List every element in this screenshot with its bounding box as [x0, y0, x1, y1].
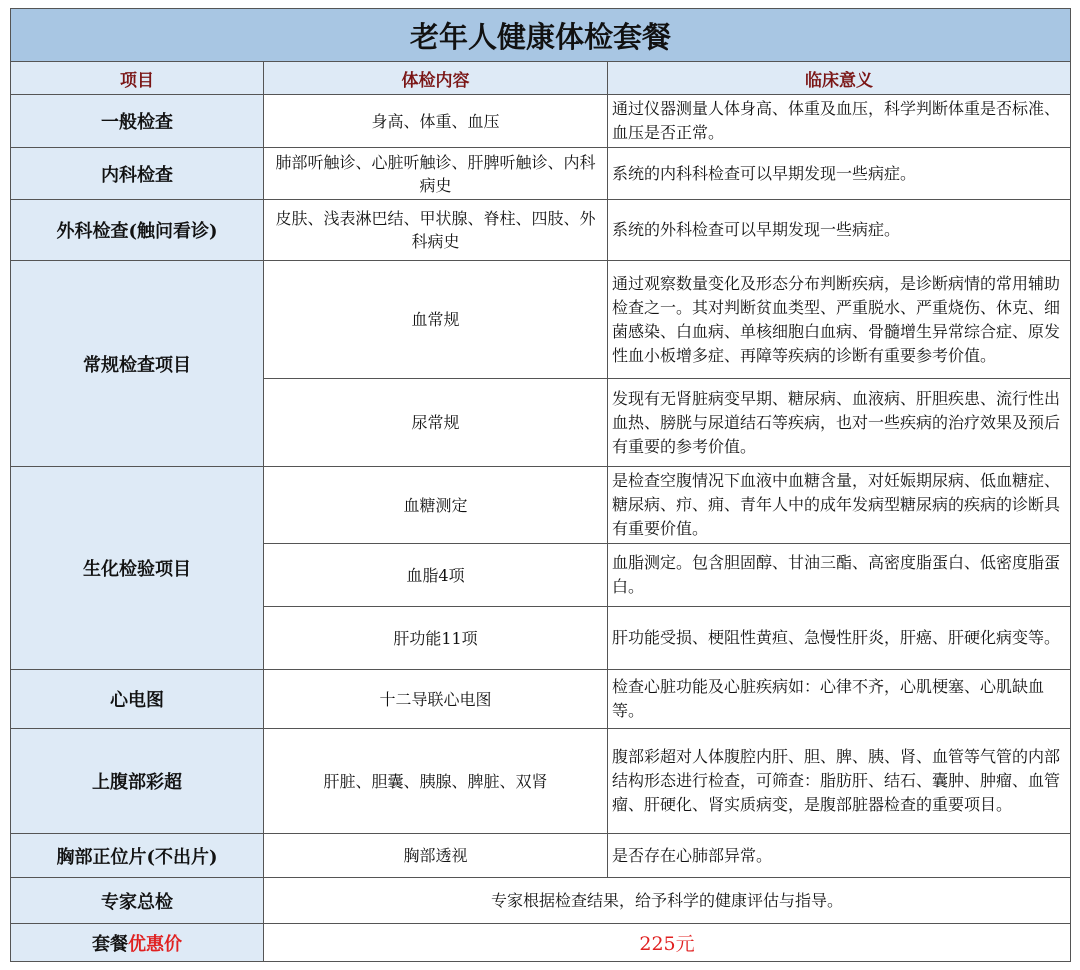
item-cell: 外科检查(触问看诊) — [11, 200, 264, 261]
table-title: 老年人健康体检套餐 — [11, 9, 1071, 62]
table-row — [11, 148, 1071, 200]
meaning-cell: 检查心脏功能及心脏疾病如：心律不齐，心肌梗塞、心肌缺血等。 — [608, 670, 1071, 729]
summary-row — [11, 878, 1071, 924]
table-row — [11, 670, 1071, 729]
price-label-highlight: 优惠价 — [128, 933, 182, 955]
meaning-cell: 系统的外科检查可以早期发现一些病症。 — [608, 200, 1071, 261]
content-cell: 血常规 — [264, 261, 608, 379]
meaning-cell: 肝功能受损、梗阻性黄疸、急慢性肝炎，肝癌、肝硬化病变等。 — [608, 607, 1071, 670]
item-cell: 常规检查项目 — [11, 261, 264, 467]
content-cell: 肝功能11项 — [264, 607, 608, 670]
header-row — [11, 62, 1071, 95]
meaning-cell: 通过观察数量变化及形态分布判断疾病，是诊断病情的常用辅助检查之一。其对判断贫血类型、严重脱水、严重烧伤、休克、细菌感染、白血病、单核细胞白血病、骨髓增生异常综合症、原发性血小板增多症、再障等疾病的诊断有重要参考价值。 — [608, 261, 1071, 379]
meaning-cell: 发现有无肾脏病变早期、糖尿病、血液病、肝胆疾患、流行性出血热、膀胱与尿道结石等疾病，也对一些疾病的治疗效果及预后有重要的参考价值。 — [608, 379, 1071, 467]
price-label-cell — [11, 924, 264, 962]
content-cell: 胸部透视 — [264, 834, 608, 878]
content-cell: 十二导联心电图 — [264, 670, 608, 729]
table-row — [11, 200, 1071, 261]
item-cell: 内科检查 — [11, 148, 264, 200]
table-row — [11, 834, 1071, 878]
item-cell: 胸部正位片(不出片) — [11, 834, 264, 878]
table-row — [11, 95, 1071, 148]
meaning-cell: 通过仪器测量人体身高、体重及血压，科学判断体重是否标准、血压是否正常。 — [608, 95, 1071, 148]
item-cell: 生化检验项目 — [11, 467, 264, 670]
meaning-cell: 腹部彩超对人体腹腔内肝、胆、脾、胰、肾、血管等气管的内部结构形态进行检查，可筛查：脂肪肝、结石、囊肿、肿瘤、血管瘤、肝硬化、肾实质病变，是腹部脏器检查的重要项目。 — [608, 729, 1071, 834]
item-cell: 一般检查 — [11, 95, 264, 148]
summary-item-cell: 专家总检 — [11, 878, 264, 924]
health-package-table — [10, 8, 1071, 962]
price-value: 225元 — [264, 924, 1071, 962]
summary-text-cell: 专家根据检查结果，给予科学的健康评估与指导。 — [264, 878, 1071, 924]
item-cell: 上腹部彩超 — [11, 729, 264, 834]
content-cell: 肺部听触诊、心脏听触诊、肝脾听触诊、内科病史 — [264, 148, 608, 200]
price-row — [11, 924, 1071, 962]
meaning-cell: 血脂测定。包含胆固醇、甘油三酯、高密度脂蛋白、低密度脂蛋白。 — [608, 544, 1071, 607]
content-cell: 血糖测定 — [264, 467, 608, 544]
content-cell: 肝脏、胆囊、胰腺、脾脏、双肾 — [264, 729, 608, 834]
meaning-cell: 系统的内科科检查可以早期发现一些病症。 — [608, 148, 1071, 200]
price-label-prefix: 套餐 — [92, 933, 128, 955]
header-item: 项目 — [11, 62, 264, 95]
meaning-cell: 是否存在心肺部异常。 — [608, 834, 1071, 878]
content-cell: 尿常规 — [264, 379, 608, 467]
content-cell: 血脂4项 — [264, 544, 608, 607]
content-cell: 身高、体重、血压 — [264, 95, 608, 148]
header-content: 体检内容 — [264, 62, 608, 95]
content-cell: 皮肤、浅表淋巴结、甲状腺、脊柱、四肢、外科病史 — [264, 200, 608, 261]
meaning-cell: 是检查空腹情况下血液中血糖含量，对妊娠期尿病、低血糖症、糖尿病、疖、痈、青年人中的成年发病型糖尿病的疾病的诊断具有重要价值。 — [608, 467, 1071, 544]
header-meaning: 临床意义 — [608, 62, 1071, 95]
table-row — [11, 467, 1071, 544]
table-row — [11, 261, 1071, 379]
table-row — [11, 729, 1071, 834]
item-cell: 心电图 — [11, 670, 264, 729]
